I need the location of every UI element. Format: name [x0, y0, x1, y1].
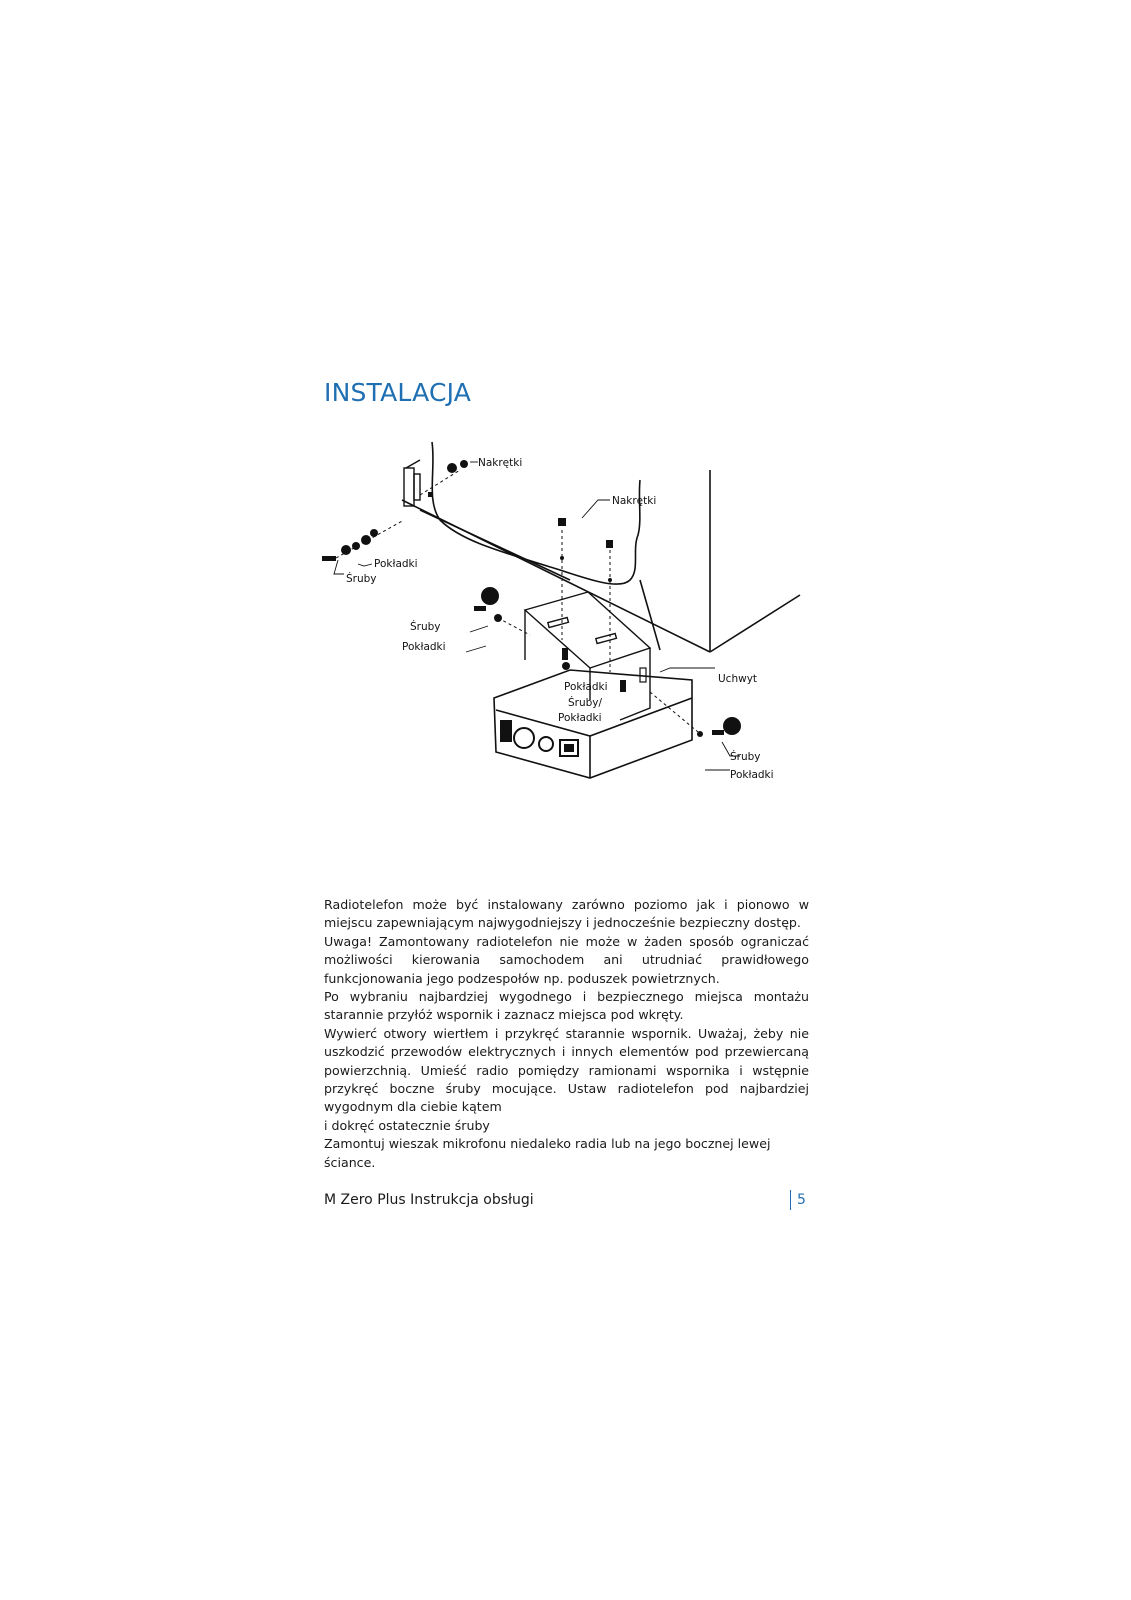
label-nakretki-right: Nakrętki: [612, 495, 657, 507]
paragraph: Wywierć otwory wiertłem i przykręć starannie wspornik. Uważaj, żeby nie uszkodzić przewodów elektrycznych i innych elementów pod przewiercaną powierzchnią. Umieść radio pomiędzy ramionami wspornika i wstępnie przykręć boczne śruby mocujące. Ustaw radiotelefon pod najbardziej wygodnym dla ciebie kątem: [324, 1025, 809, 1115]
label-nakretki-top: Nakrętki: [478, 457, 523, 469]
paragraph: Po wybraniu najbardziej wygodnego i bezpiecznego miejsca montażu starannie przyłóż wspornik i zaznacz miejsca pod wkręty.: [324, 989, 809, 1023]
screw-knob-top: [474, 587, 502, 622]
paragraph: Radiotelefon może być instalowany zarówno poziomo jak i pionowo w miejscu zapewniającym najwygodniejszy i jednocześnie bezpieczny dostęp.: [324, 897, 809, 931]
footer-manual-title: M Zero Plus Instrukcja obsługi: [324, 1192, 534, 1208]
label-sruby-mid: Śruby: [410, 621, 441, 633]
label-sruby-left: Śruby: [346, 573, 377, 585]
label-uchwyt: Uchwyt: [718, 673, 758, 685]
label-sruby-right: Śruby: [730, 751, 761, 763]
label-pokladki-center: Pokładki: [564, 681, 608, 693]
page-title: INSTALACJA: [324, 378, 472, 407]
installation-diagram: [320, 440, 810, 820]
label-pokladki-right: Pokładki: [730, 769, 774, 781]
paragraph: Uwaga! Zamontowany radiotelefon nie może w żaden sposób ograniczać możliwości kierowania samochodem ani utrudniać prawidłowego funkcjonowania jego podzespołów np. poduszek powietrznych.: [324, 933, 809, 986]
installation-instructions: [324, 896, 809, 1172]
paragraph: i dokręć ostatecznie śruby: [324, 1117, 490, 1133]
label-sruby-center: Śruby/: [568, 697, 603, 709]
radio-front-panel: [500, 720, 578, 756]
dashboard-outline: [402, 442, 800, 652]
page-number: 5: [790, 1190, 806, 1210]
label-pokladki-mid: Pokładki: [402, 641, 446, 653]
left-hardware: [322, 460, 468, 561]
side-bracket-left: [404, 460, 420, 506]
screw-knob-right: [697, 717, 741, 737]
label-pokladki-center2: Pokładki: [558, 712, 602, 724]
label-pokladki-left: Pokładki: [374, 558, 418, 570]
paragraph: Zamontuj wieszak mikrofonu niedaleko radia lub na jego bocznej lewej ściance.: [324, 1136, 771, 1170]
